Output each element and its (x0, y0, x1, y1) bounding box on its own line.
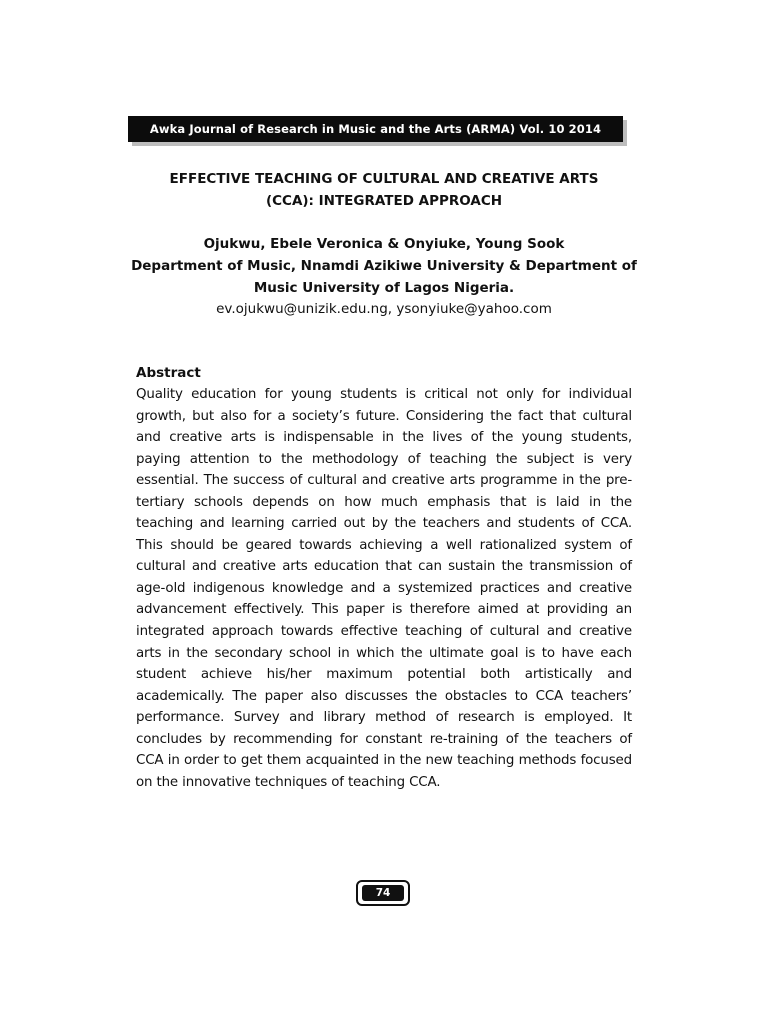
abstract-body: Quality education for young students is critical not only for individual growth, but also for a society’s future. Considering the fact that cultural and creative arts is indispensable in the lives of the young students, paying attention to the methodology of teaching the subject is very essential. The success of cultural and creative arts programme in the pre-tertiary schools depends on how much emphasis that is laid in the teaching and learning carried out by the teachers and students of CCA. This should be geared towards achieving a well rationalized system of cultural and creative arts education that can sustain the transmission of age-old indigenous knowledge and a systemized practices and creative advancement effectively. This paper is therefore aimed at providing an integrated approach towards effective teaching of cultural and creative arts in the secondary school in which the ultimate goal is to have each student achieve his/her maximum potential both artistically and academically. The paper also discusses the obstacles to CCA teachers’ performance. Survey and library method of research is employed. It concludes by recommending for constant re-training of the teachers of CCA in order to get them acquainted in the new teaching methods focused on the innovative techniques of teaching CCA. (136, 387, 632, 790)
affiliation-line-2: Music University of Lagos Nigeria. (253, 280, 515, 296)
abstract-heading: Abstract (136, 365, 201, 381)
page-number-box (356, 880, 410, 906)
paper-authors: Ojukwu, Ebele Veronica & Onyiuke, Young Sook (203, 236, 565, 252)
paper-title-line-1: EFFECTIVE TEACHING OF CULTURAL AND CREATIVE ARTS (169, 171, 599, 187)
paper-title-line-2: (CCA): INTEGRATED APPROACH (265, 193, 503, 209)
page-number: 74 (362, 885, 404, 901)
paper-affiliation (130, 255, 638, 299)
journal-header-band: Awka Journal of Research in Music and the Arts (ARMA) Vol. 10 2014 (128, 116, 623, 142)
affiliation-line-1: Department of Music, Nnamdi Azikiwe University & Department of (131, 258, 637, 274)
author-emails: ev.ojukwu@unizik.edu.ng, ysonyiuke@yahoo.com (216, 301, 552, 317)
paper-title (136, 168, 632, 212)
